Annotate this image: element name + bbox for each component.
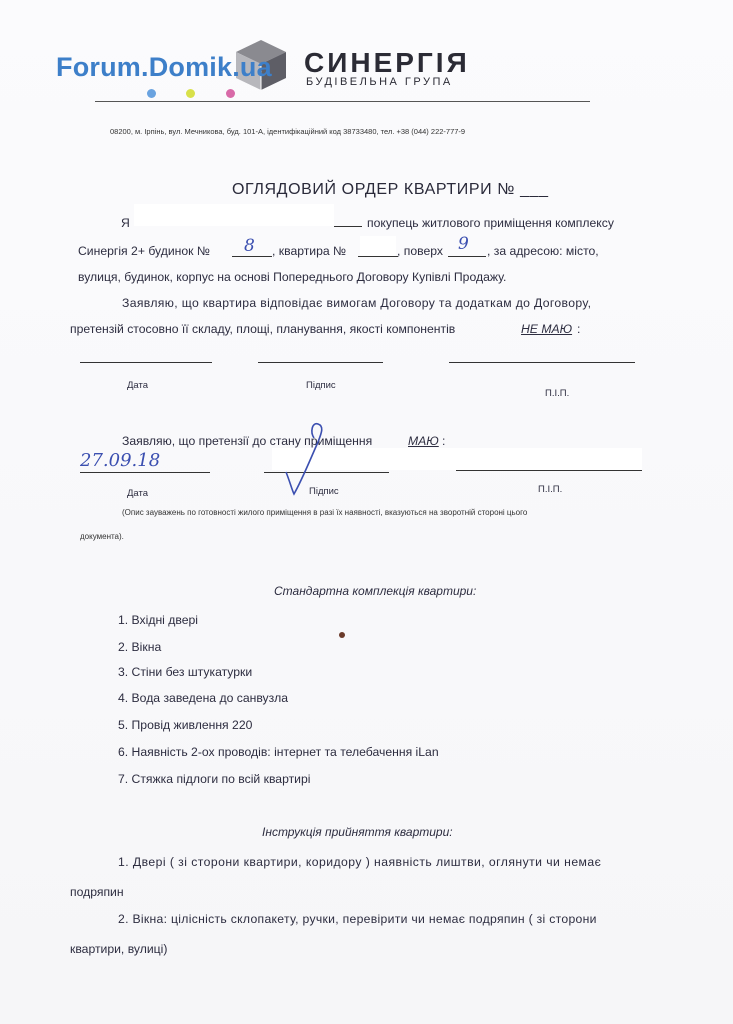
no-claims-emphasis: НЕ МАЮ: [521, 322, 573, 336]
name-blank-line: [334, 226, 362, 227]
standard-item: 5. Провід живлення 220: [118, 718, 253, 732]
apartment-blank: [358, 256, 398, 257]
document-title: ОГЛЯДОВИЙ ОРДЕР КВАРТИРИ № ___: [232, 181, 549, 198]
claims-date-line: [80, 472, 210, 473]
claims-name-line: [456, 470, 642, 471]
no-claims-colon: :: [577, 322, 581, 336]
header-divider: [95, 101, 590, 102]
instruction-item-continuation: подряпин: [70, 885, 124, 899]
redacted-apartment: [360, 236, 396, 256]
claims-note-line1: (Опис зауважень по готовності жилого приміщення в разі їх наявності, вказуються на зворотній стороні цього: [122, 508, 528, 517]
claims-note-line2: документа).: [80, 532, 124, 541]
floor-blank: [448, 256, 486, 257]
building-number: 8: [244, 236, 255, 256]
watermark-text: Forum.Domik.ua: [56, 52, 272, 82]
intro-line3: вулиця, будинок, корпус на основі Попереднього Договору Купівлі Продажу.: [78, 270, 507, 284]
intro-line1-suffix: покупець житлового приміщення комплексу: [367, 216, 614, 230]
brand-dot-icon: [147, 89, 156, 98]
no-claims-date-line: [80, 362, 212, 363]
instructions-heading: Інструкція прийняття квартири:: [262, 825, 453, 839]
building-blank: [232, 256, 272, 257]
no-claims-name-label: П.І.П.: [545, 388, 570, 399]
redacted-name: [134, 204, 334, 226]
intro-address-label: , за адресою: місто,: [487, 244, 599, 258]
claims-name-label: П.І.П.: [538, 484, 563, 495]
standard-item: 3. Стіни без штукатурки: [118, 665, 253, 679]
no-claims-line1: Заявляю, що квартира відповідає вимогам Договору та додаткам до Договору,: [122, 296, 592, 310]
floor-number: 9: [458, 234, 469, 254]
claims-line: Заявляю, що претензії до стану приміщення: [122, 434, 373, 448]
instruction-item-continuation: квартири, вулиці): [70, 942, 168, 956]
claims-colon: :: [442, 434, 446, 448]
standard-item: 1. Вхідні двері: [118, 613, 198, 627]
standard-item: 2. Вікна: [118, 640, 162, 654]
company-name: СИНЕРГІЯ: [304, 47, 470, 78]
claims-sign-label: Підпис: [309, 486, 339, 497]
intro-floor-label: , поверх: [397, 244, 444, 258]
no-claims-line2: претензій стосовно її складу, площі, планування, якості компонентів: [70, 322, 456, 336]
standard-item: 7. Стяжка підлоги по всій квартирі: [118, 772, 311, 786]
instruction-item: 2. Вікна: цілісність склопакету, ручки, перевірити чи немає подряпин ( зі сторони: [118, 912, 597, 926]
intro-building-label: Синергія 2+ будинок №: [78, 244, 210, 258]
no-claims-date-label: Дата: [127, 380, 149, 391]
claims-emphasis: МАЮ: [408, 434, 439, 448]
standard-item: 6. Наявність 2-ох проводів: інтернет та телебачення iLan: [118, 745, 439, 759]
no-claims-sign-line: [258, 362, 383, 363]
intro-apartment-label: , квартира №: [272, 244, 347, 258]
ink-spot: [339, 632, 345, 638]
standard-heading: Стандартна комплекція квартири:: [274, 584, 477, 598]
brand-dot-icon: [226, 89, 235, 98]
instruction-item: 1. Двері ( зі сторони квартири, коридору ) наявність лиштви, оглянути чи немає: [118, 855, 602, 869]
no-claims-sign-label: Підпис: [306, 380, 336, 391]
company-subtitle: БУДІВЕЛЬНА ГРУПА: [306, 76, 453, 88]
no-claims-name-line: [449, 362, 635, 363]
claims-date-value: 27.09.18: [80, 450, 161, 471]
intro-prefix: Я: [121, 216, 130, 230]
brand-dot-icon: [186, 89, 195, 98]
claims-date-label: Дата: [127, 488, 149, 499]
company-address: 08200, м. Ірпінь, вул. Мечникова, буд. 101-А, ідентифікаційний код 38733480, тел. +38 (044) 222-777-9: [110, 127, 466, 136]
standard-item: 4. Вода заведена до санвузла: [118, 691, 288, 705]
